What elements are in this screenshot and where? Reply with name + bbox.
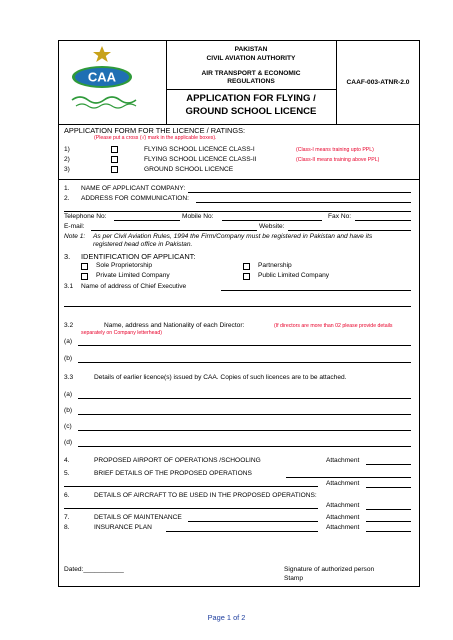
q4-label: PROPOSED AIRPORT OF OPERATIONS /SCHOOLING	[94, 457, 261, 464]
sole-proprietorship-label: Sole Proprietorship	[96, 262, 153, 269]
q5-field-1[interactable]	[286, 477, 411, 478]
public-limited-checkbox[interactable]	[243, 273, 250, 280]
q32-note-1: (If directors are more than 02 please provide details	[274, 323, 393, 329]
q6-attachment-label: Attachment	[326, 502, 360, 509]
partnership-label: Partnership	[258, 262, 292, 269]
public-limited-label: Public Limited Company	[258, 272, 330, 279]
q7-label: DETAILS OF MAINTENANCE	[94, 514, 182, 521]
q7-num: 7.	[64, 514, 70, 521]
urdu-script-graphic-2	[76, 104, 136, 108]
note-label: Note 1:	[64, 233, 86, 240]
q33-label: Details of earlier licence(s) issued by CAA. Copies of such licences are to be attached.	[94, 374, 347, 381]
address-field-1[interactable]	[196, 202, 411, 203]
q31-label: Name of address of Chief Executive	[81, 283, 187, 290]
q32-label: Name, address and Nationality of each Director:	[104, 322, 245, 329]
director-a-field[interactable]	[78, 345, 411, 346]
star-icon	[93, 46, 111, 62]
director-a-label: (a)	[64, 338, 73, 345]
q3-num: 3.	[64, 252, 71, 261]
q7-attachment-field[interactable]	[366, 521, 411, 522]
q31-num: 3.1	[64, 283, 74, 290]
q3-heading: IDENTIFICATION OF APPLICANT:	[81, 252, 196, 261]
note-line1: As per Civil Aviation Rules, 1994 the Firm/Company must be registered in Pakistan and have its	[93, 233, 373, 240]
form-code: CAAF-003-ATNR-2.0	[346, 79, 410, 86]
header-divider	[58, 124, 420, 125]
mobile-field[interactable]	[222, 220, 322, 221]
earlier-licence-b-field[interactable]	[78, 414, 411, 415]
mobile-label: Mobile No:	[182, 213, 214, 220]
q32-num: 3.2	[64, 322, 74, 329]
logo-text: CAA	[87, 69, 117, 85]
urdu-script-graphic	[72, 97, 136, 103]
director-b-label: (b)	[64, 355, 73, 362]
q8-field[interactable]	[166, 531, 318, 532]
earlier-licence-a-field[interactable]	[78, 398, 411, 399]
stamp-label: Stamp	[284, 575, 304, 582]
partnership-checkbox[interactable]	[243, 263, 250, 270]
licence-2-note: (Class-II means training above PPL)	[296, 157, 380, 163]
q8-label: INSURANCE PLAN	[94, 524, 152, 531]
earlier-licence-d-field[interactable]	[78, 446, 411, 447]
licence-2-label: FLYING SCHOOL LICENCE CLASS-II	[144, 156, 257, 163]
q5-attachment-label: Attachment	[326, 480, 360, 487]
telephone-label: Telephone No:	[64, 213, 107, 220]
department-line1: AIR TRANSPORT & ECONOMIC	[201, 70, 301, 77]
licence-a-label: (a)	[64, 391, 73, 398]
licence-1-note: (Class-I means training upto PPL)	[296, 147, 374, 153]
q2-label: ADDRESS FOR COMMUNICATION:	[81, 195, 189, 202]
dated-field[interactable]: Dated:___________	[64, 566, 124, 573]
department-line2: REGULATIONS	[227, 78, 275, 85]
q2-num: 2.	[64, 195, 70, 202]
licence-c-label: (c)	[64, 423, 72, 430]
q8-attachment-label: Attachment	[326, 524, 360, 531]
q1-label: NAME OF APPLICANT COMPANY:	[81, 185, 186, 192]
company-name-field[interactable]	[188, 192, 411, 193]
chief-executive-field-2[interactable]	[64, 306, 411, 307]
form-title-line2: GROUND SCHOOL LICENCE	[185, 106, 317, 117]
licence-1-num: 1)	[64, 146, 70, 153]
licence-d-label: (d)	[64, 439, 73, 446]
q4-attachment-label: Attachment	[326, 457, 360, 464]
licence-2-checkbox[interactable]	[111, 156, 118, 163]
q5-label: BRIEF DETAILS OF THE PROPOSED OPERATIONS	[94, 470, 252, 477]
q32-note-2: separately on Company letterhead)	[81, 330, 163, 336]
fax-label: Fax No:	[328, 213, 352, 220]
website-label: Website:	[259, 223, 285, 230]
q6-num: 6.	[64, 492, 70, 499]
address-field-2[interactable]	[64, 211, 411, 212]
q5-field-2[interactable]	[64, 486, 318, 487]
q5-attachment-field[interactable]	[366, 487, 411, 488]
licence-heading: APPLICATION FORM FOR THE LICENCE / RATINGS:	[64, 126, 246, 135]
licence-2-num: 2)	[64, 156, 70, 163]
licence-1-label: FLYING SCHOOL LICENCE CLASS-I	[144, 146, 255, 153]
q5-num: 5.	[64, 470, 70, 477]
q6-label: DETAILS OF AIRCRAFT TO BE USED IN THE PROPOSED OPERATIONS:	[94, 492, 317, 499]
telephone-field[interactable]	[114, 220, 180, 221]
q1-num: 1.	[64, 185, 70, 192]
q4-attachment-field[interactable]	[366, 464, 411, 465]
header-mid-divider	[166, 89, 336, 90]
email-label: E-mail:	[64, 223, 85, 230]
private-limited-label: Private Limited Company	[96, 272, 170, 279]
chief-executive-field-1[interactable]	[221, 290, 411, 291]
licence-1-checkbox[interactable]	[111, 146, 118, 153]
email-field[interactable]	[91, 230, 257, 231]
caa-logo-graphic	[66, 44, 161, 120]
director-b-field[interactable]	[78, 362, 411, 363]
page-number: Page 1 of 2	[207, 613, 246, 622]
country-name: PAKISTAN	[234, 46, 268, 53]
q7-field[interactable]	[188, 521, 318, 522]
q4-num: 4.	[64, 457, 70, 464]
fax-field[interactable]	[355, 220, 411, 221]
sole-proprietorship-checkbox[interactable]	[81, 263, 88, 270]
q8-num: 8.	[64, 524, 70, 531]
q33-num: 3.3	[64, 374, 74, 381]
form-frame	[58, 40, 420, 587]
form-title-line1: APPLICATION FOR FLYING /	[186, 93, 316, 104]
section-divider-1	[58, 179, 420, 180]
q6-field[interactable]	[64, 508, 318, 509]
q8-attachment-field[interactable]	[366, 531, 411, 532]
note-line2: registered head office in Pakistan.	[93, 241, 193, 248]
authority-name: CIVIL AVIATION AUTHORITY	[206, 55, 296, 62]
licence-3-label: GROUND SCHOOL LICENCE	[144, 166, 234, 173]
caa-logo	[66, 44, 161, 120]
q7-attachment-label: Attachment	[326, 514, 360, 521]
private-limited-checkbox[interactable]	[81, 273, 88, 280]
licence-3-checkbox[interactable]	[111, 166, 118, 173]
licence-hint: (Please put a cross (√) mark in the applicable boxes).	[94, 135, 217, 141]
signature-label: Signature of authorized person	[284, 566, 375, 573]
earlier-licence-c-field[interactable]	[78, 430, 411, 431]
licence-3-num: 3)	[64, 166, 70, 173]
q6-attachment-field[interactable]	[366, 509, 411, 510]
website-field[interactable]	[288, 230, 411, 231]
licence-b-label: (b)	[64, 407, 73, 414]
